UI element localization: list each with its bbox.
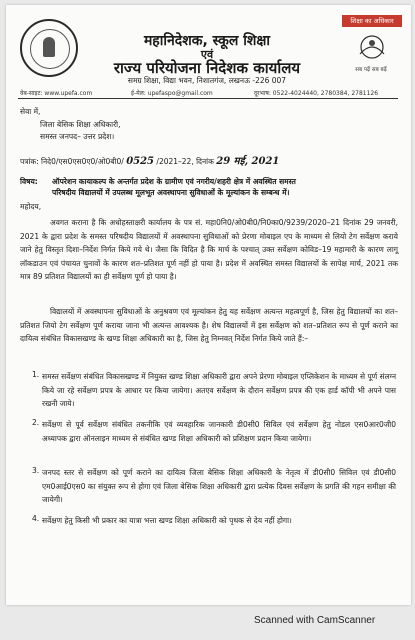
paragraph-2: विद्यालयों में अवस्थापना सुविधाओं के अनुश्रवण एवं मूल्यांकन हेतु यह सर्वेक्षण अत्यन्त महत्वपूर्ण है, जिस हेतु विद्यालयों का शत–प्रतिशत जियो टेग सर्वेक्षण पूर्ण कराया जाना भी अत्यन्त आवश्यक है। शेष विद्यालयों में इस सर्वेक्षण को शत–प्रतिशत रूप से पूर्ण कराने का दायित्व संबंधित विकासखण्ड के खण्ड शिक्षा अधिकारी का है, जिस हेतु निम्नवत् निर्देश निर्गत किये जाते हैं:– — [20, 307, 398, 343]
list-item: जनपद स्तर से सर्वेक्षण को पूर्ण कराने का दायित्व जिला बेसिक शिक्षा अधिकारी के नेतृत्व में डी0सी0 सिविल एवं डी0सी0 एम0आई0एस0 का संयुक्त रूप से होगा एवं जिला बेसिक शिक्षा अधिकारी द्वारा प्रत्येक दिवस सर्वेक्षण के प्रगति की गहन समीक्षा की जायेगी। — [42, 468, 396, 504]
recipient-line1: जिला बेसिक शिक्षा अधिकारी, — [40, 120, 121, 129]
email-text: ई-मेल: upefaspo@gmail.com — [131, 90, 213, 97]
paragraph-1: अवगत कराना है कि अधोहस्ताक्षरी कार्यालय के पत्र सं. महा0नि0/ओ0बी0/नि0का0/9239/2020–21 दिनांक 29 जनवरी, 2021 के द्वारा प्रदेश के समस्त परिषदीय विद्यालयों में अवस्थापना सुविधाओं को प्रेरणा मोबाइल एप के माध्यम से लियो टेग सर्वेक्षण कराये जाने हेतु विस्तृत दिशा–निर्देश निर्गत किये गये थे। जैसा कि विदित है कि मार्च के पश्चात् उक्त सर्वेक्षण कोविड–19 महामारी के कारण लागू लॉकडाउन एवं पंचायत चुनावों के कारण शत–प्रतिशत पूर्ण नहीं हो पाया है। प्रदेश में अवस्थित समस्त विद्यालयों के सापेक्ष मार्च, 2021 तक मात्र 89 प्रतिशत विद्यालयों का ही सर्वेक्षण पूर्ण हो पाया है। — [20, 218, 398, 281]
list-item: सर्वेक्षण से पूर्व सर्वेक्षण संबंधित तकनीकि एवं व्यवहारिक जानकारी डी0सी0 सिविल एवं सर्वेक्षण हेतु नोडल एस0आर0जी0 अध्यापक द्वारा ऑनलाइन माध्यम से संबंधित खण्ड शिक्षा अधिकारी को प्रशिक्षण प्रदान किया जायेगा। — [42, 420, 396, 443]
list-item: सर्वेक्षण हेतु किसी भी प्रकार का यात्रा भत्ता खण्ड शिक्षा अधिकारी को पृथक से देय नहीं होगा। — [42, 516, 292, 525]
header-office-name: राज्य परियोजना निदेशक कार्यालय — [113, 59, 301, 77]
reference-year: /2021–22, दिनांक — [156, 157, 214, 166]
header-title: महानिदेशक, स्कूल शिक्षा — [143, 33, 271, 49]
phone-text: दूरभाष: 0522-4024440, 2780384, 2781126 — [254, 90, 379, 97]
logo-tagline: सब पढ़ें सब बढ़ें — [355, 67, 387, 73]
list-item-number: 1. — [32, 370, 40, 379]
list-item-number: 3. — [32, 466, 40, 475]
scanner-watermark: Scanned with CamScanner — [254, 615, 376, 626]
header-address: समग्र शिक्षा, विद्या भवन, निशातगंज, लखनऊ -226 007 — [127, 76, 287, 85]
up-government-emblem-icon — [20, 19, 78, 77]
list-item-number: 2. — [32, 418, 40, 427]
recipient-line2: समस्त जनपद– उत्तर प्रदेश। — [40, 132, 115, 141]
subject-line2: परिषदीय विद्यालयों में उपलब्ध मूलभूत अवस्थापना सुविधाओं के मूल्यांकन के सम्बन्ध में। — [52, 188, 290, 197]
reference-prefix: पत्रांक: निदे0/एस0एस0ए0/ओ0बी0/ — [20, 157, 124, 166]
to-label: सेवा में, — [20, 107, 41, 116]
rte-badge: शिक्षा का अधिकार — [342, 15, 402, 27]
subject-label: विषय: — [20, 177, 38, 186]
list-item-number: 4. — [32, 514, 40, 523]
salutation: महोदय, — [20, 202, 42, 211]
reference-line — [20, 157, 279, 167]
website-text: वेब-साइट: www.upefa.com — [20, 90, 93, 97]
reference-date: 29 मई, 2021 — [216, 156, 280, 167]
reference-number: 0525 — [126, 156, 155, 167]
subject-line1: ऑपरेशन कायाकल्प के अन्तर्गत प्रदेश के ग्रामीण एवं नगरीय/शहरी क्षेत्र में अवस्थित समस्त — [52, 177, 296, 186]
header-divider — [18, 98, 398, 99]
letter-page — [6, 5, 411, 605]
list-item: समस्त सर्वेक्षण संबंधित विकासखण्ड में नियुक्त खण्ड शिक्षा अधिकारी द्वारा अपने प्रेरणा मोबाइल एप्लिकेशन के माध्यम से पूर्ण संलग्न किये जा रहे सर्वेक्षण प्रपत्र के आधार पर किया जायेगा। अतएव सर्वेक्षण के दौरान सर्वेक्षण प्रपत्र की एक हार्ड कॉपी भी अपने पास रखनी जाये। — [42, 372, 396, 408]
header-conjunction: एवं — [200, 48, 214, 61]
samagra-shiksha-logo-icon — [350, 32, 394, 62]
